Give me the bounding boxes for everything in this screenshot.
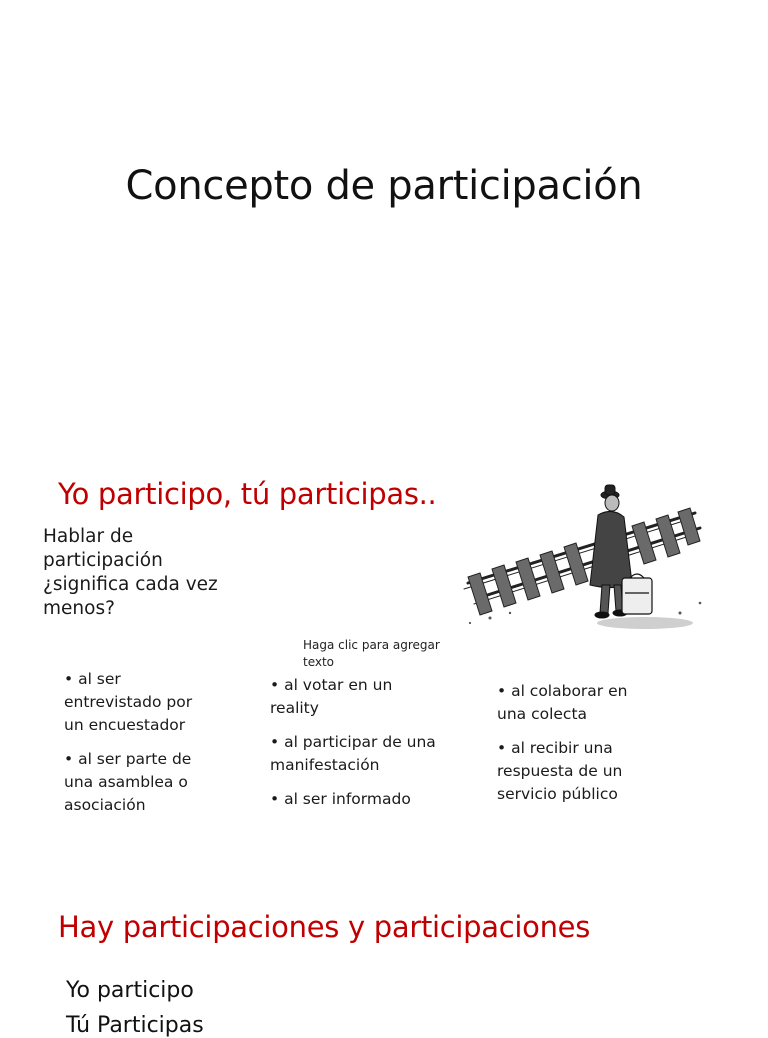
bullet-item: • al participar de una manifestación [270, 733, 436, 774]
slide-title: Concepto de participación [125, 163, 643, 209]
slide-heading: Hay participaciones y participaciones [58, 910, 591, 944]
bullet-item: • al ser informado [270, 790, 411, 808]
question-text: Hablar de participación ¿significa cada vez menos? [43, 526, 218, 619]
slide-3 [0, 880, 768, 1038]
bullet-column-3 [497, 680, 647, 817]
bullet-item: • al votar en un reality [270, 676, 393, 717]
bullet-column-1 [64, 668, 214, 828]
bullet-item: • al recibir una respuesta de un servicio público [497, 739, 623, 803]
add-text-placeholder[interactable]: Haga clic para agregar texto [303, 638, 440, 669]
slide-2 [0, 455, 768, 875]
slide-1 [0, 0, 768, 432]
bullet-item: • al colaborar en una colecta [497, 682, 628, 723]
man-on-railway-illustration [450, 473, 730, 638]
bullet-column-2 [270, 674, 440, 822]
bullet-item: • al ser parte de una asamblea o asociación [64, 750, 192, 814]
statement-line: Tú Participas [66, 1013, 204, 1038]
bullet-item: • al ser entrevistado por un encuestador [64, 670, 193, 734]
slide-heading: Yo participo, tú participas.. [58, 477, 437, 511]
statement-line: Yo participo [66, 978, 194, 1003]
